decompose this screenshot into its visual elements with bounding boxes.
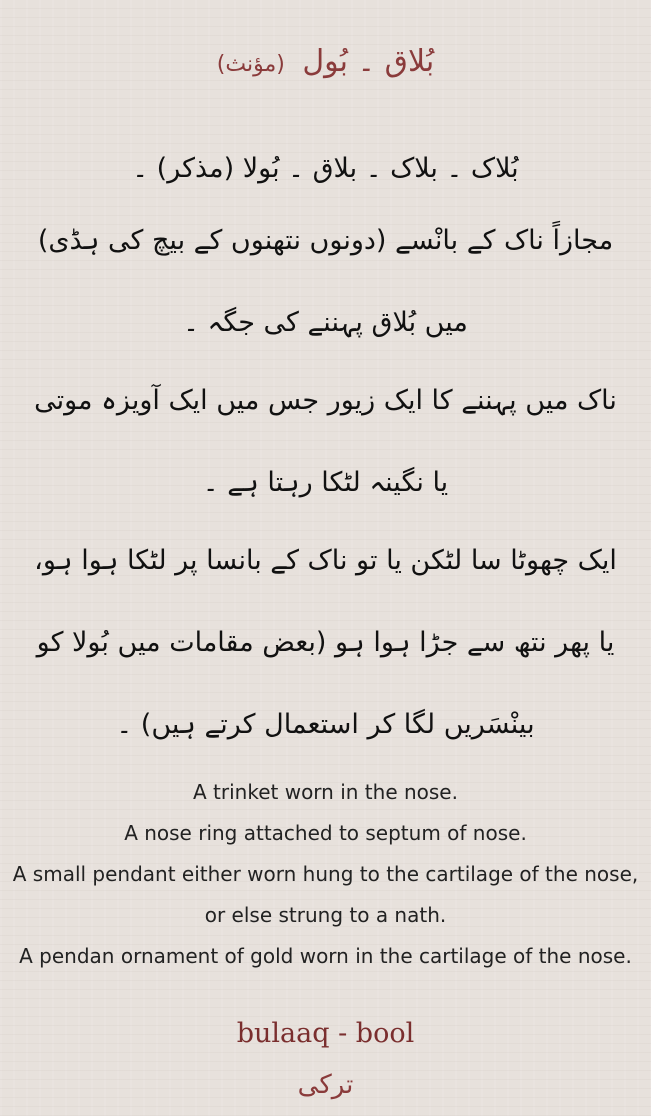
urdu-definition-1: بُلاک ۔ بلاک ۔ بلاق ۔ بُولا (مذکر) ۔ <box>132 153 519 184</box>
english-definition-3: A small pendant either worn hung to the cartilage of the nose, or else strung to a nath. <box>12 862 639 927</box>
english-definition-4: A pendan ornament of gold worn in the cartilage of the nose. <box>19 944 632 968</box>
origin-language: ترکی <box>297 1070 354 1100</box>
headword-urdu: بُلاق ۔ بُول <box>302 44 435 79</box>
urdu-definition-4: ایک چھوٹا سا لٹکن یا تو ناک کے بانسا پر لٹکا ہوا ہو، یا پھر نتھ سے جڑا ہوا ہو (بعض مقامات میں بُولا کو بینْسَریں لگا کر استعمال کرتے ہیں) ۔ <box>34 545 617 740</box>
headword <box>0 34 651 93</box>
transliteration: bulaaq - bool <box>236 1018 415 1049</box>
gender-label: (مؤنث) <box>216 52 285 77</box>
urdu-definition-2: مجازاً ناک کے بانْسے (دونوں نتھنوں کے بیچ کی ہڈی) میں بُلاق پہننے کی جگہ ۔ <box>37 225 614 338</box>
urdu-definition-3: ناک میں پہننے کا ایک زیور جس میں ایک آویزہ موتی یا نگینہ لٹکا رہتا ہے ۔ <box>34 385 617 498</box>
english-definitions <box>10 772 641 977</box>
english-definition-1: A trinket worn in the nose. <box>193 780 458 804</box>
english-definition-2: A nose ring attached to septum of nose. <box>124 821 527 845</box>
